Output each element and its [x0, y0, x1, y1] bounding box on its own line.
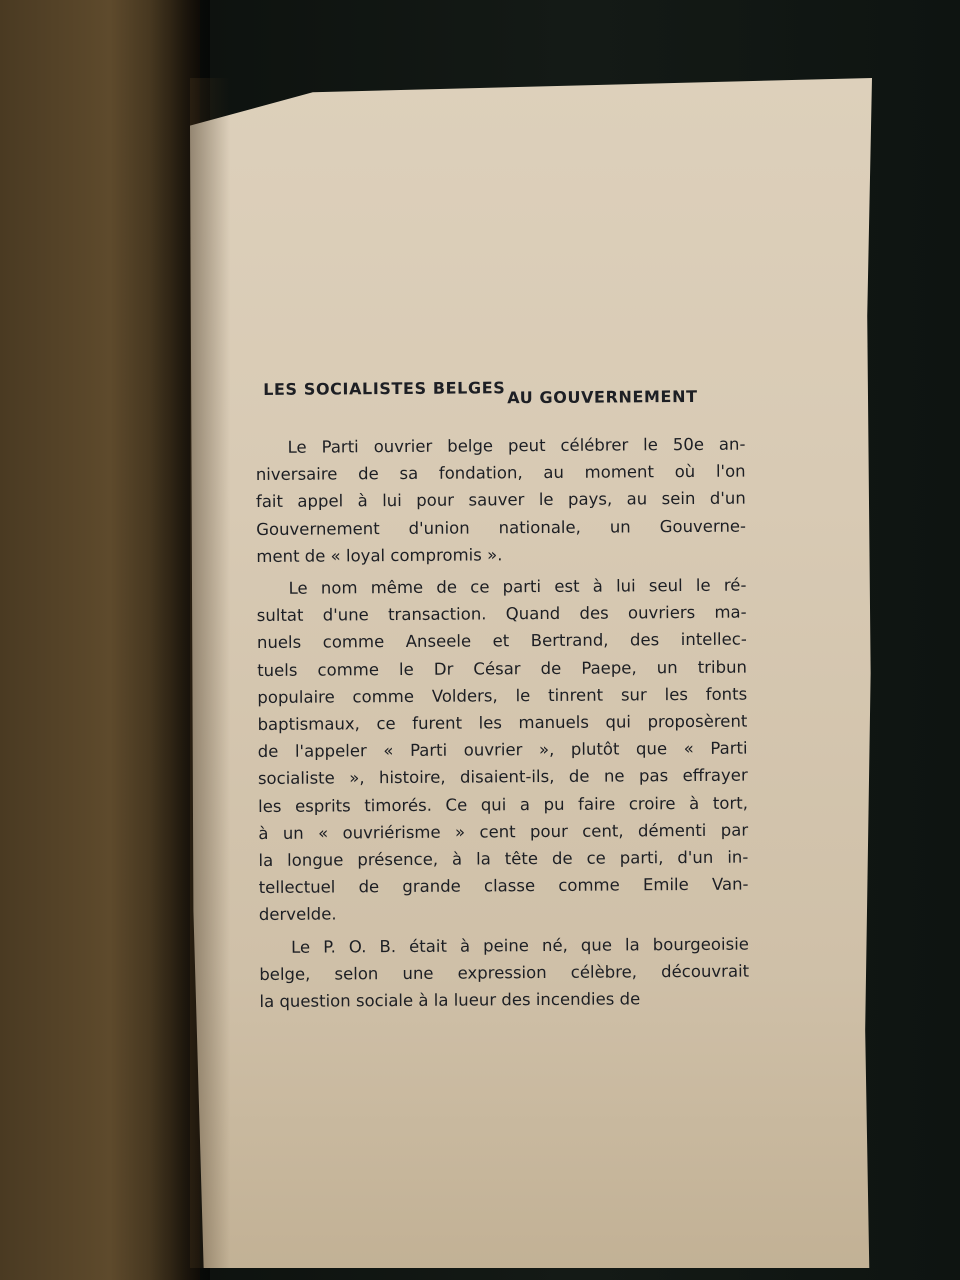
- text-line: dervelde.: [258, 904, 337, 925]
- page-gutter-shadow: [190, 78, 230, 1268]
- text-line: Le Parti ouvrier belge peut célébrer le 50e an-: [287, 434, 746, 457]
- text-line: Le P. O. B. était à peine né, que la bourgeoisie: [291, 934, 749, 957]
- text-line: socialiste », histoire, disaient-ils, de ne pas effrayer: [257, 766, 748, 789]
- text-line: belge, selon une expression célèbre, découvrait: [259, 961, 750, 984]
- text-line: les esprits timorés. Ce qui a pu faire croire à tort,: [258, 793, 748, 816]
- text-line: sultat d'une transaction. Quand des ouvriers ma-: [256, 602, 747, 626]
- text-line: la longue présence, à la tête de ce parti, d'un in-: [258, 847, 749, 871]
- text-line: baptismaux, ce furent les manuels qui proposèrent: [257, 711, 748, 735]
- text-line: la question sociale à la lueur des incendies de: [259, 989, 641, 1012]
- text-line: Gouvernement d'union nationale, un Gouverne-: [256, 516, 747, 539]
- chapter-heading: [255, 359, 745, 434]
- paragraph: [256, 431, 747, 570]
- body-paragraphs: [256, 431, 750, 1016]
- text-line: nuels comme Anseele et Bertrand, des intellec-: [256, 629, 747, 653]
- heading-line-1: LES SOCIALISTES BELGES: [263, 378, 506, 399]
- text-line: fait appel à lui pour sauver le pays, au sein d'un: [255, 488, 746, 512]
- text-line: tellectuel de grande classe comme Emile Van-: [258, 874, 749, 898]
- text-line: ment de « loyal compromis ».: [256, 545, 503, 566]
- text-line: niversaire de sa fondation, au moment où l'on: [255, 461, 746, 485]
- paragraph: [256, 572, 748, 929]
- text-line: de l'appeler « Parti ouvrier », plutôt que « Parti: [257, 738, 748, 762]
- page-text-block: [255, 359, 750, 1021]
- text-line: Le nom même de ce parti est à lui seul le ré-: [288, 575, 747, 598]
- heading-line-2: AU GOUVERNEMENT: [507, 386, 698, 408]
- paragraph: [259, 930, 750, 1015]
- text-line: à un « ouvriérisme » cent pour cent, démenti par: [258, 820, 749, 843]
- text-line: tuels comme le Dr César de Paepe, un tribun: [257, 657, 748, 680]
- text-line: populaire comme Volders, le tinrent sur les fonts: [257, 684, 748, 707]
